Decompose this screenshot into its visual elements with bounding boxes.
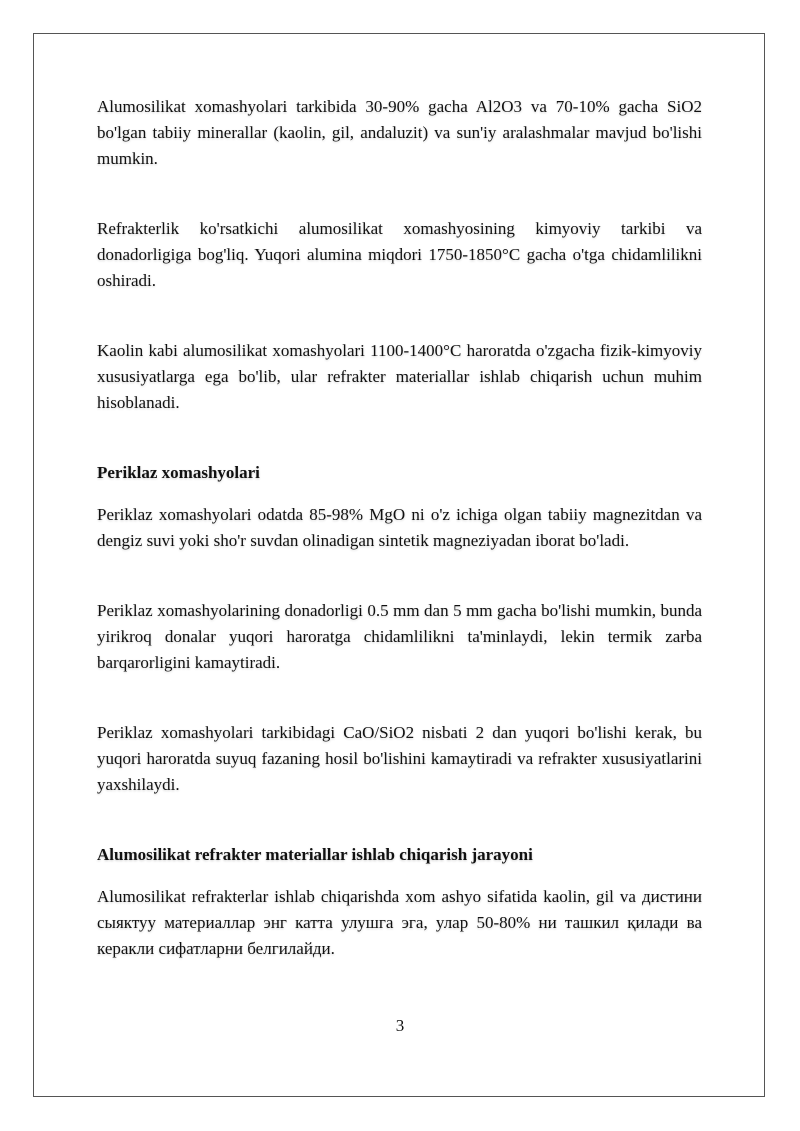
paragraph-alumosilikat-composition: Alumosilikat xomashyolari tarkibida 30-90% gacha Al2O3 va 70-10% gacha SiO2 bo'lgan tabiiy minerallar (kaolin, gil, andaluzit) va sun'iy aralashmalar mavjud bo'lishi mumkin.	[97, 97, 702, 168]
paragraph-periklaz-grain-size: Periklaz xomashyolarining donadorligi 0.5 mm dan 5 mm gacha bo'lishi mumkin, bunda yirikroq donalar yuqori haroratga chidamlilikni ta'minlaydi, lekin termik zarba barqarorligini kamaytiradi.	[97, 601, 702, 672]
paragraph-periklaz-composition: Periklaz xomashyolari odatda 85-98% MgO ni o'z ichiga olgan tabiiy magnezitdan va dengiz suvi yoki sho'r suvdan olinadigan sintetik magneziyadan iborat bo'ladi.	[97, 505, 702, 550]
paragraph-refractoriness: Refrakterlik ko'rsatkichi alumosilikat xomashyosining kimyoviy tarkibi va donadorligiga bog'liq. Yuqori alumina miqdori 1750-1850°C gacha o'tga chidamlilikni oshiradi.	[97, 219, 702, 290]
paragraph-periklaz-ratio: Periklaz xomashyolari tarkibidagi CaO/SiO2 nisbati 2 dan yuqori bo'lishi kerak, bu yuqori haroratda suyuq fazaning hosil bo'lishini kamaytiradi va refrakter xususiyatlarini yaxshilaydi.	[97, 723, 702, 794]
section-heading-production-process: Alumosilikat refrakter materiallar ishlab chiqarish jarayoni	[97, 845, 533, 864]
paragraph-kaolin: Kaolin kabi alumosilikat xomashyolari 1100-1400°C haroratda o'zgacha fizik-kimyoviy xususiyatlarga ega bo'lib, ular refrakter materiallar ishlab chiqarish uchun muhim hisoblanadi.	[97, 341, 702, 412]
section-heading-periklaz: Periklaz xomashyolari	[97, 463, 260, 482]
document-body	[97, 94, 702, 962]
paragraph-production-raw-materials: Alumosilikat refrakterlar ishlab chiqarishda xom ashyo sifatida kaolin, gil va дистини сыяктуу материаллар энг катта улушга эга, улар 50-80% ни ташкил қилади ва керакли сифатларни белгилайди.	[97, 887, 702, 958]
page-number: 3	[395, 1016, 405, 1035]
